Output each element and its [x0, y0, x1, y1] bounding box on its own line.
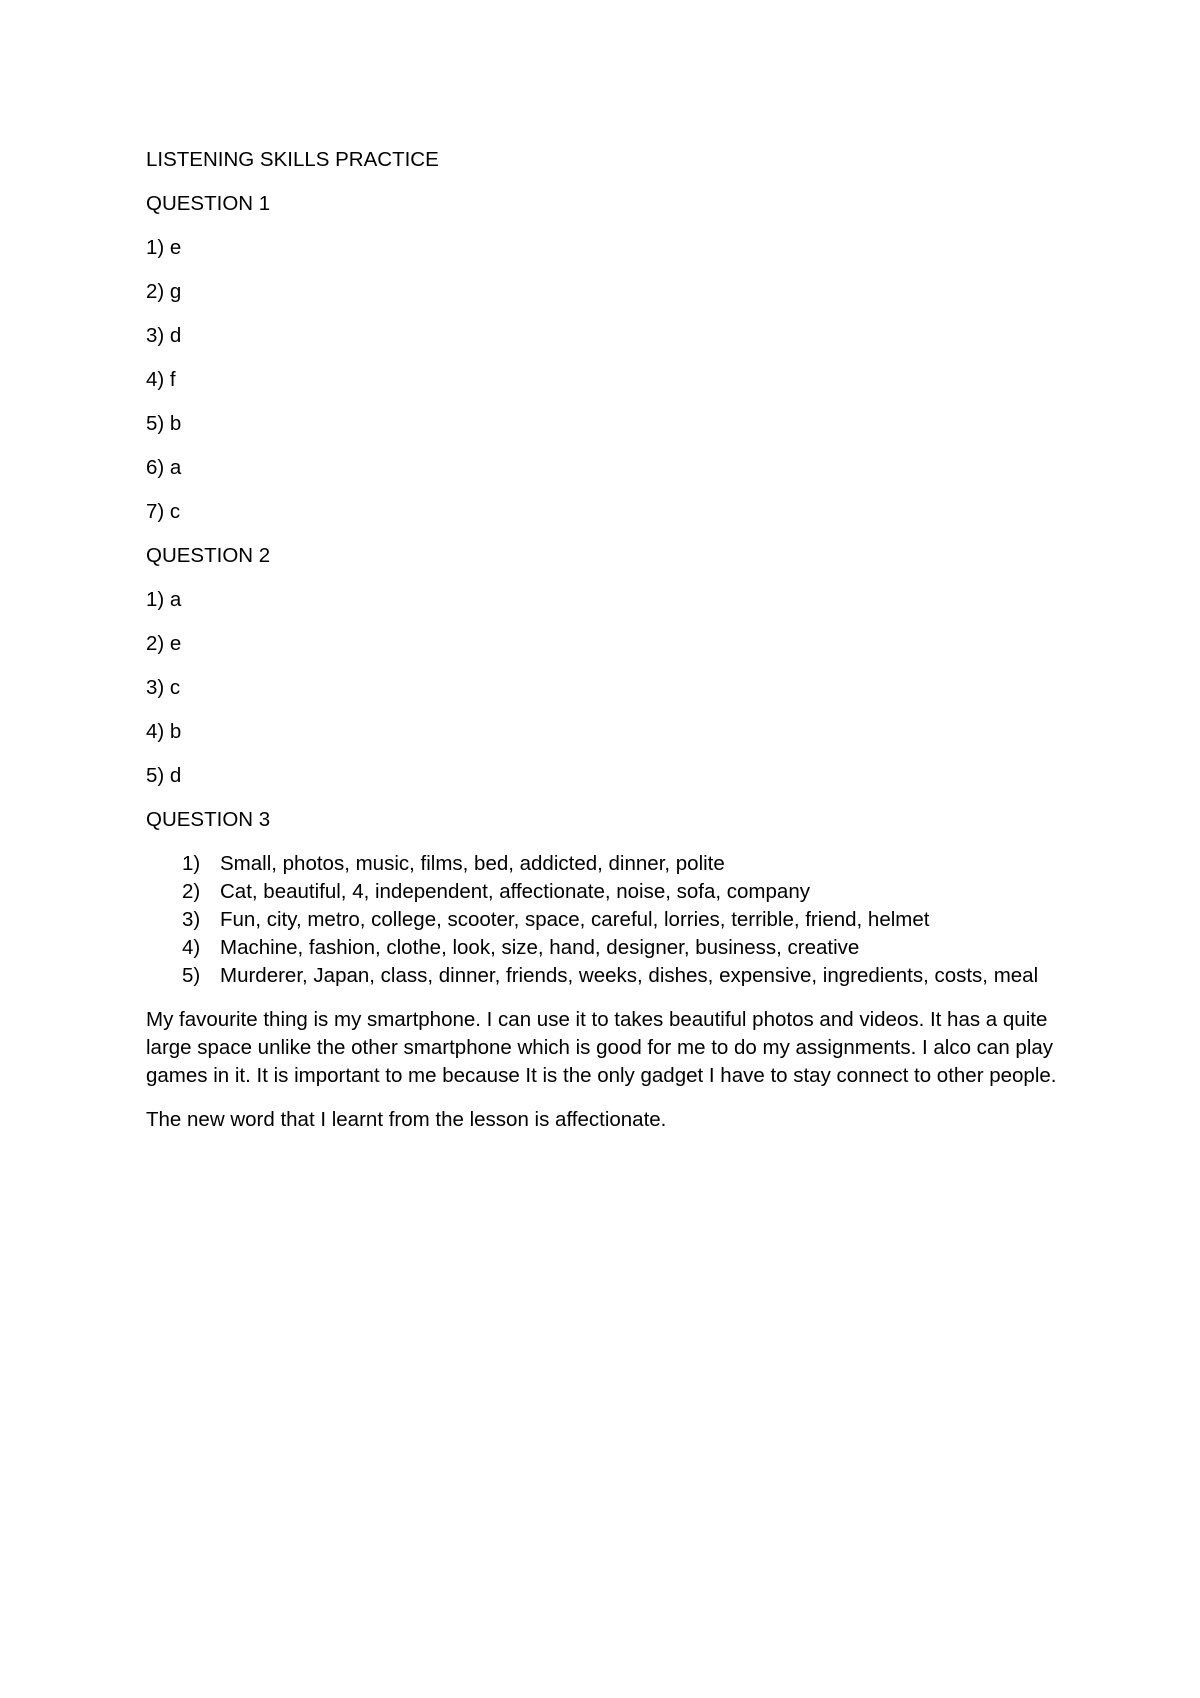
question-1-heading: QUESTION 1 — [146, 192, 271, 215]
list-item-text: Fun, city, metro, college, scooter, space, careful, lorries, terrible, friend, helmet — [220, 908, 930, 931]
document-title: LISTENING SKILLS PRACTICE — [146, 148, 439, 171]
document-body — [146, 146, 1066, 1150]
question-2-answer: 1) a — [146, 588, 182, 611]
list-item — [146, 850, 1066, 878]
question-1-answer: 7) c — [146, 500, 181, 523]
list-item-text: Cat, beautiful, 4, independent, affectionate, noise, sofa, company — [220, 880, 810, 903]
list-item-number: 4) — [182, 936, 201, 959]
list-item-text: Machine, fashion, clothe, look, size, hand, designer, business, creative — [220, 936, 860, 959]
list-item-number: 2) — [182, 880, 201, 903]
list-item — [146, 878, 1066, 906]
question-3-heading: QUESTION 3 — [146, 808, 271, 831]
list-item-text: Murderer, Japan, class, dinner, friends, weeks, dishes, expensive, ingredients, costs, meal — [220, 964, 1039, 987]
question-2-answer: 4) b — [146, 720, 182, 743]
list-item-number: 3) — [182, 908, 201, 931]
question-2-heading: QUESTION 2 — [146, 544, 271, 567]
list-item-number: 1) — [182, 852, 201, 875]
question-3-list — [146, 850, 1066, 990]
favourite-thing-paragraph: My favourite thing is my smartphone. I can use it to takes beautiful photos and videos. It has a quite large space unlike the other smartphone which is good for me to do my assignments. I alco can play games in it. It is important to me because It is the only gadget I have to stay connect to other people. — [146, 1008, 1059, 1087]
new-word-paragraph: The new word that I learnt from the lesson is affectionate. — [146, 1108, 667, 1131]
question-1-answer: 3) d — [146, 324, 182, 347]
question-2-answer: 2) e — [146, 632, 182, 655]
question-2-answer: 5) d — [146, 764, 182, 787]
list-item — [146, 934, 1066, 962]
question-2-answer: 3) c — [146, 676, 181, 699]
question-1-answer: 6) a — [146, 456, 182, 479]
list-item — [146, 962, 1066, 990]
question-1-answer: 5) b — [146, 412, 182, 435]
list-item-text: Small, photos, music, films, bed, addicted, dinner, polite — [220, 852, 725, 875]
question-1-answer: 4) f — [146, 368, 176, 391]
question-1-answer: 1) e — [146, 236, 182, 259]
list-item-number: 5) — [182, 964, 201, 987]
list-item — [146, 906, 1066, 934]
question-1-answer: 2) g — [146, 280, 182, 303]
